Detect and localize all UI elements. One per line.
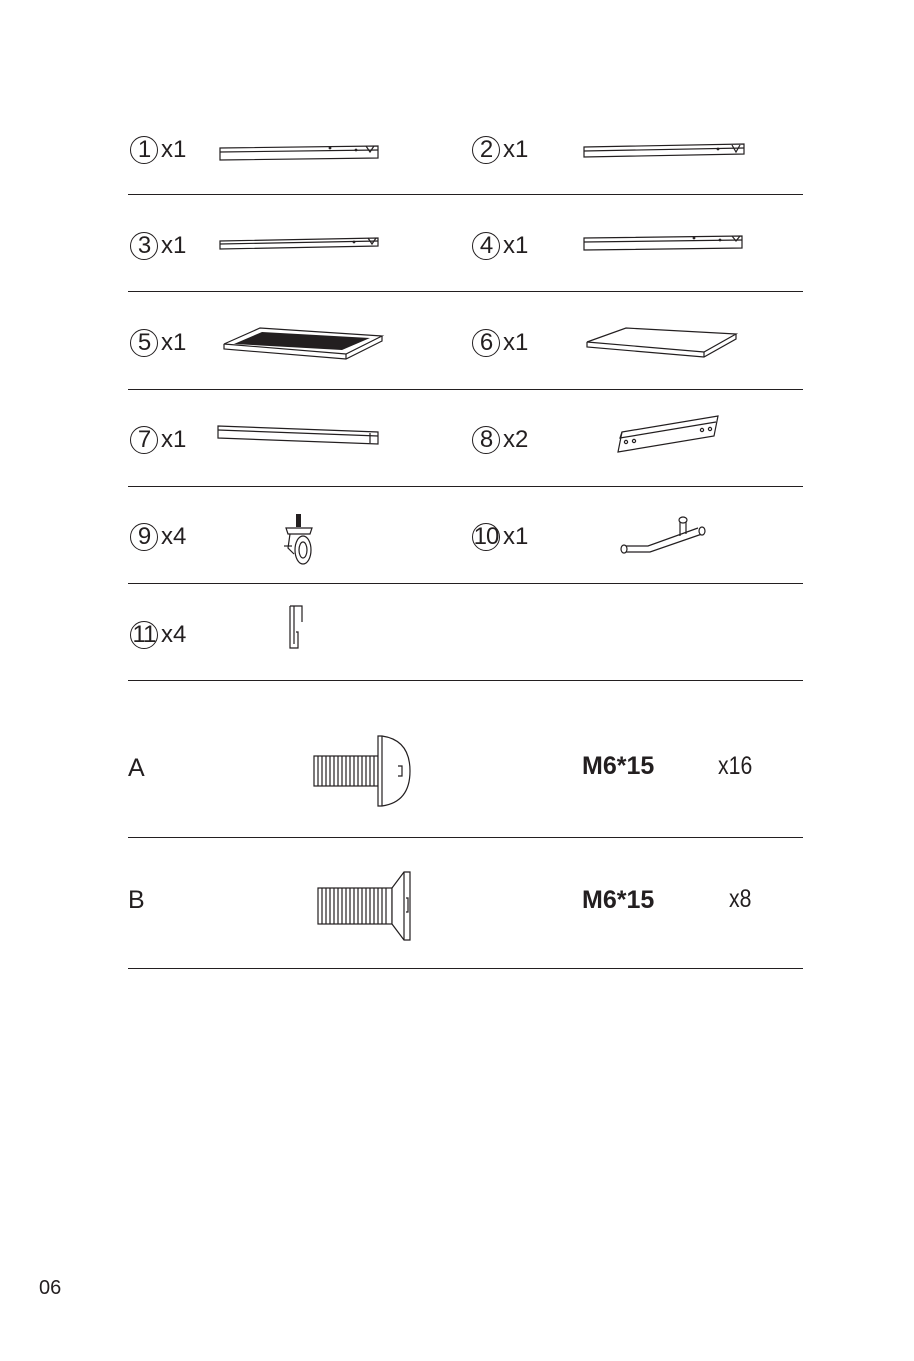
part-number-circle: 6 — [472, 329, 500, 357]
part-9-label — [130, 517, 186, 557]
part-11-hook-illustration — [282, 604, 308, 652]
row-divider — [128, 968, 803, 969]
part-8-label — [472, 420, 528, 460]
part-2-label — [472, 130, 528, 170]
part-4-label — [472, 226, 528, 266]
part-quantity: x4 — [161, 523, 187, 550]
part-number-circle: 5 — [130, 329, 158, 357]
part-5-mesh-panel-illustration — [220, 326, 386, 360]
part-number-circle: 11 — [130, 621, 158, 649]
part-9-caster-wheel-illustration — [280, 512, 320, 568]
hardware-a-letter: A — [128, 754, 145, 782]
row-divider — [128, 194, 803, 195]
part-number-circle: 3 — [130, 232, 158, 260]
part-10-label — [472, 517, 528, 557]
part-5-label — [130, 323, 186, 363]
part-number-circle: 10 — [473, 523, 499, 550]
part-1-rail-illustration — [218, 142, 382, 164]
part-8-bracket-illustration — [614, 412, 722, 456]
hardware-b-spec: M6*15 — [582, 886, 655, 914]
row-divider — [128, 291, 803, 292]
hardware-b-quantity: x8 — [729, 885, 752, 913]
part-1-label — [130, 130, 186, 170]
part-number-circle: 8 — [472, 426, 500, 454]
row-divider — [128, 486, 803, 487]
part-7-bar-illustration — [216, 422, 382, 448]
part-11-label — [130, 615, 186, 655]
row-divider — [128, 389, 803, 390]
part-number-circle: 2 — [472, 136, 500, 164]
part-3-rail-illustration — [218, 234, 382, 254]
part-4-rail-illustration — [582, 232, 746, 254]
part-quantity: x1 — [161, 426, 187, 453]
part-number-circle: 4 — [472, 232, 500, 260]
part-2-rail-illustration — [582, 140, 748, 162]
part-7-label — [130, 420, 186, 460]
part-quantity: x1 — [503, 523, 529, 550]
part-quantity: x1 — [503, 232, 529, 259]
part-quantity: x1 — [503, 329, 529, 356]
hardware-b-bolt-illustration — [316, 868, 416, 944]
part-quantity: x2 — [503, 426, 529, 453]
part-quantity: x1 — [503, 136, 529, 163]
part-6-label — [472, 323, 528, 363]
part-number-circle: 1 — [130, 136, 158, 164]
hardware-a-bolt-illustration — [312, 734, 416, 810]
part-6-shelf-board-illustration — [584, 326, 740, 360]
hardware-a-spec: M6*15 — [582, 752, 655, 780]
part-number-circle: 9 — [130, 523, 158, 551]
part-quantity: x1 — [161, 136, 187, 163]
row-divider — [128, 583, 803, 584]
part-quantity: x1 — [161, 232, 187, 259]
page-number: 06 — [39, 1277, 62, 1299]
row-divider — [128, 680, 803, 681]
row-divider — [128, 837, 803, 838]
part-quantity: x1 — [161, 329, 187, 356]
part-number-circle: 7 — [130, 426, 158, 454]
part-3-label — [130, 226, 186, 266]
hardware-a-quantity: x16 — [718, 752, 753, 780]
part-quantity: x4 — [161, 621, 187, 648]
hardware-b-letter: B — [128, 886, 145, 914]
part-10-handle-illustration — [618, 512, 710, 556]
